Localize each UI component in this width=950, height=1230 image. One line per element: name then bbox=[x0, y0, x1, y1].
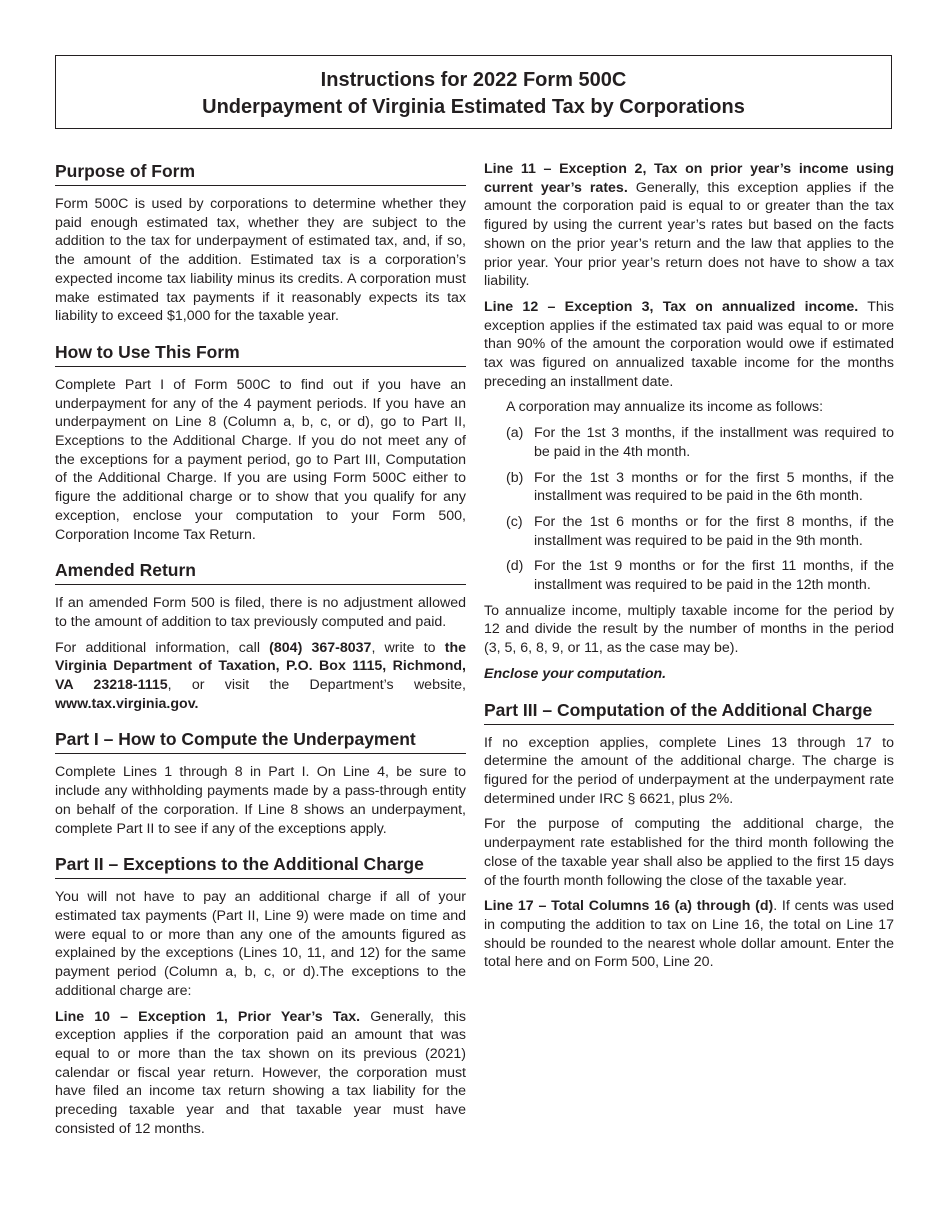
title-line-2: Underpayment of Virginia Estimated Tax by Corporations bbox=[202, 96, 745, 118]
line11-paragraph bbox=[484, 160, 894, 291]
title-line-1: Instructions for 2022 Form 500C bbox=[320, 69, 627, 91]
annualize-item-text: For the 1st 3 months, if the installment was required to be paid in the 4th month. bbox=[534, 425, 894, 460]
title-box bbox=[55, 55, 892, 129]
annualize-item-label: (a) bbox=[506, 425, 524, 442]
line12-label: Line 12 – Exception 3, Tax on annualized income. bbox=[484, 298, 859, 315]
part1-heading: Part I – How to Compute the Underpayment bbox=[55, 728, 466, 754]
phone-number[interactable]: (804) 367-8037 bbox=[269, 639, 372, 656]
enclose-note: Enclose your computation. bbox=[484, 665, 667, 682]
annualize-item-c bbox=[506, 513, 894, 550]
part3-heading: Part III – Computation of the Additional Charge bbox=[484, 699, 894, 725]
amended-text: If an amended Form 500 is filed, there is no adjustment allowed to the amount of addition to tax previously computed and paid. bbox=[55, 595, 466, 630]
line11-text: Generally, this exception applies if the amount the corporation paid is equal to or greater than the tax figured by using the current year’s rates but based on the facts shown on the prior year’s return and the law that applies to the prior year. Your prior year’s return does not have to show a tax liability. bbox=[484, 179, 894, 290]
contact-end: , or visit the Department’s website, bbox=[167, 677, 466, 694]
annualize-item-label: (b) bbox=[506, 469, 524, 486]
annualize-item-text: For the 1st 6 months or for the first 8 months, if the installment was required to be paid in the 9th month. bbox=[534, 513, 894, 549]
mailing-address: the Virginia Department of Taxation, P.O. Box 1115, Richmond, VA 23218-1115 bbox=[55, 639, 466, 694]
annualize-item-d bbox=[506, 557, 894, 594]
how-to-use-heading: How to Use This Form bbox=[55, 341, 466, 367]
annualize-item-label: (c) bbox=[506, 513, 523, 530]
line17-label: Line 17 – Total Columns 16 (a) through (d) bbox=[484, 898, 774, 915]
amended-section bbox=[55, 559, 466, 713]
part3-text-2: For the purpose of computing the additional charge, the underpayment rate established for the third month following the close of the taxable year shall also be applied to the first 15 days of the fourth month following the close of the taxable year. bbox=[484, 816, 894, 889]
line12-paragraph bbox=[484, 298, 894, 392]
annualize-item-a bbox=[506, 424, 894, 461]
line10-paragraph bbox=[55, 1008, 466, 1139]
part1-section bbox=[55, 728, 466, 838]
purpose-section bbox=[55, 160, 466, 326]
line10-text: Generally, this exception applies if the corporation paid an amount that was equal to or more than the tax shown on its previous (2021) calendar or fiscal year return. However, the corporation must have filed an income tax return showing a tax liability for the preceding taxable year and that taxable year must have consisted of 12 months. bbox=[55, 1008, 466, 1137]
part3-section bbox=[484, 699, 894, 972]
part2-section bbox=[55, 853, 466, 1138]
annualize-item-label: (d) bbox=[506, 558, 524, 575]
annualize-intro: A corporation may annualize its income as follows: bbox=[506, 399, 824, 416]
annualize-text: To annualize income, multiply taxable income for the period by 12 and divide the result by the number of months in the period (3, 5, 6, 8, 9, or 11, as the case may be). bbox=[484, 602, 894, 657]
contact-info bbox=[55, 639, 466, 714]
part2-text: You will not have to pay an additional charge if all of your estimated tax payments (Part II, Line 9) were made on time and were equal to or more than any one of the amounts figured as explained by the exceptions (Lines 10, 11, and 12) for the same payment period (Column a, b, c, or d).The exceptions to the additional charge are: bbox=[55, 889, 466, 999]
line10-label: Line 10 – Exception 1, Prior Year’s Tax. bbox=[55, 1008, 361, 1025]
contact-intro: For additional information, call bbox=[55, 639, 270, 656]
right-column bbox=[484, 160, 894, 979]
amended-heading: Amended Return bbox=[55, 559, 466, 585]
line12-text: This exception applies if the estimated tax paid was equal to or more than 90% of the amount the corporation would owe if estimated tax was figured on annualized taxable income for the months preceding an installment date. bbox=[484, 298, 894, 390]
contact-mid: , write to bbox=[371, 639, 445, 656]
part3-text-1: If no exception applies, complete Lines 13 through 17 to determine the amount of the additional charge. The charge is figured for the period of underpayment at the underpayment rate determined under IRC § 6621, plus 2%. bbox=[484, 734, 894, 807]
part1-text: Complete Lines 1 through 8 in Part I. On Line 4, be sure to include any withholding payments made by a pass-through entity on behalf of the corporation. If Line 8 shows an underpayment, complete Part II to see if any of the exceptions apply. bbox=[55, 764, 466, 837]
how-to-use-section bbox=[55, 341, 466, 544]
annualize-item-text: For the 1st 9 months or for the first 11 months, if the installment was required to be paid in the 12th month. bbox=[534, 558, 894, 594]
annualize-item-text: For the 1st 3 months or for the first 5 months, if the installment was required to be paid in the 6th month. bbox=[534, 469, 894, 505]
website-link[interactable]: www.tax.virginia.gov. bbox=[55, 695, 199, 712]
purpose-heading: Purpose of Form bbox=[55, 160, 466, 186]
part2-heading: Part II – Exceptions to the Additional Charge bbox=[55, 853, 466, 879]
annualize-item-b bbox=[506, 469, 894, 506]
line17-text: . If cents was used in computing the addition to tax on Line 16, the total on Line 17 should be rounded to the nearest whole dollar amount. Enter the total here and on Form 500, Line 20. bbox=[484, 898, 894, 971]
line17-paragraph bbox=[484, 897, 894, 972]
line11-label: Line 11 – Exception 2, Tax on prior year’s income using current year’s rates. bbox=[484, 161, 894, 196]
purpose-text: Form 500C is used by corporations to determine whether they paid enough estimated tax, whether they are subject to the addition to the tax for underpayment of estimated tax, and, if so, the amount of the addition. Estimated tax is a corporation’s expected income tax liability minus its credits. A corporation must make estimated tax payments if it reasonably expects its tax liability to exceed $1,000 for the taxable year. bbox=[55, 196, 466, 325]
left-column bbox=[55, 160, 466, 1145]
how-to-use-text: Complete Part I of Form 500C to find out if you have an underpayment for any of the 4 payment periods. If you have an underpayment on Line 8 (Column a, b, c, or d), go to Part II, Exceptions to the Additional Charge. If you do not meet any of the exceptions for a payment period, go to Part III, Computation of the Additional Charge. If you are using Form 500C either to figure the additional charge or to show that you qualify for any exception, enclose your computation to your Form 500, Corporation Income Tax Return. bbox=[55, 376, 466, 543]
